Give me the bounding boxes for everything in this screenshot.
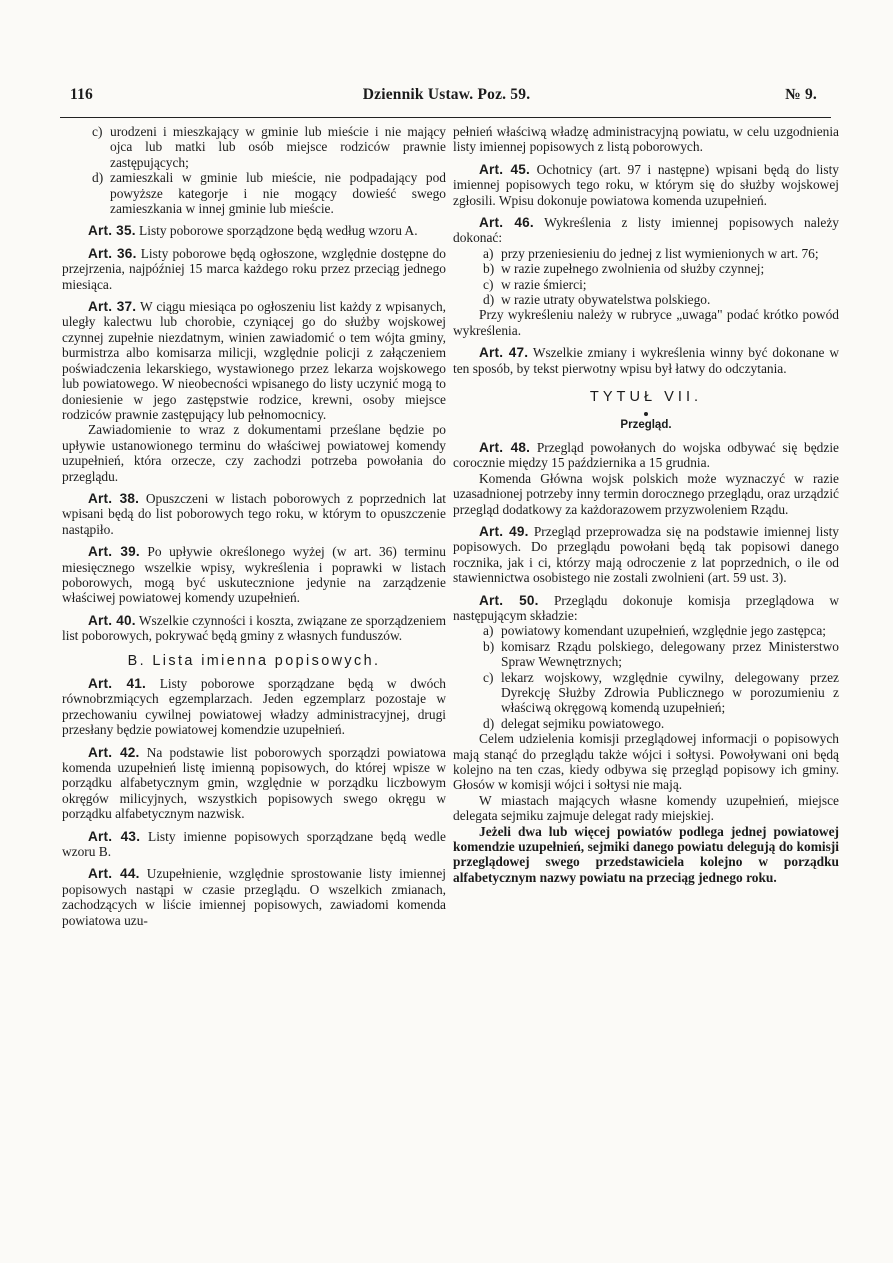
article-38: Art. 38. Opuszczeni w listach poborowych z poprzednich lat wpisani będą do list poborowych tego roku, w którym to opuszczenie nastąpiło. — [62, 490, 446, 537]
list-item: c) w razie śmierci; — [483, 276, 587, 292]
list-item: c) urodzeni i mieszkający w gminie lub mieście i nie mający ojca lub matki lub osób miejsce rodziców prawnie zastępujących; — [92, 124, 446, 170]
article-46-paragraph-2: Przy wykreśleniu należy w rubryce „uwaga" podać krótko powód wykreślenia. — [453, 307, 839, 338]
article-37-paragraph-2: Zawiadomienie to wraz z dokumentami prześlane będzie po upływie ustanowionego terminu do właściwej powiatowej komendy uzupełnień, która orzecze, czy zachodzi potrzeba powołania do przeglądu. — [62, 422, 446, 484]
article-44-continuation: pełnień właściwą władzę administracyjną powiatu, w celu uzgodnienia listy imiennej popisowych z listą poborowych. — [453, 124, 839, 155]
article-40: Art. 40. Wszelkie czynności i koszta, związane ze sporządzeniem list poborowych, pokrywać będą gminy z własnych funduszów. — [62, 612, 447, 644]
article-39: Art. 39. Po upływie określonego wyżej (w art. 36) terminu miesięcznego wszelkie wpisy, wykreślenia i poprawki w listach poborowych, mogą być uskutecznione jedynie na zarządzenie właściwej powiatowej komendy uzupełnień. — [62, 544, 446, 606]
right-column — [453, 124, 839, 892]
list-item: b) w razie zupełnego zwolnienia od służby czynnej; — [483, 261, 765, 277]
article-44: Art. 44. Uzupełnienie, względnie sprostowanie listy imiennej popisowych nastąpi w czasie przeglądu. O wszelkich zmianach, zachodzących w liście imiennej popisowych, zawiadomi komenda powiatowa uzu- — [62, 866, 446, 928]
issue-number: № 9. — [785, 86, 817, 103]
section-heading-b: B. Lista imienna popisowych. — [127, 652, 381, 669]
article-45: Art. 45. Ochotnicy (art. 97 i następne) wpisani będą do listy imiennej popisowych tego roku, w którym się do służby wojskowej zgłosili. Wpisu dokonuje powiatowa komenda uzupełnień. — [453, 161, 839, 208]
journal-title: Dziennik Ustaw. Poz. 59. — [362, 86, 531, 103]
title-vii: TYTUŁ VII. — [589, 389, 703, 406]
article-50-paragraph-2: Celem udzielenia komisji przeglądowej informacji o popisowych mają stanąć do przeglądu także wójci i sołtysi. Powoływani oni będą kolejno na ten czas, kiedy odbywa się przegląd popisowy ich gminy. Głosów w komisji wójci i sołtysi nie mają. — [453, 731, 839, 793]
article-50: Art. 50. Przeglądu dokonuje komisja przeglądowa w następującym składzie: — [453, 592, 840, 623]
article-50-paragraph-4: Jeżeli dwa lub więcej powiatów podlega jednej powiatowej komendzie uzupełnień, sejmiki danego powiatu delegują do komisji przeglądowej swego przedstawiciela kolejno w porządku alfabetycznym nazwy powiatu na przeciąg jednego roku. — [453, 823, 839, 885]
article-47: Art. 47. Wszelkie zmiany i wykreślenia winny być dokonane w ten sposób, by tekst pierwotny wpisu był łatwy do odczytania. — [453, 345, 840, 376]
list-item: d) zamieszkali w gminie lub mieście, nie podpadający pod powyższe kategorje i nie mogący dowieść swego zamieszkania w innej gminie lub mieście. — [92, 170, 446, 217]
page-number: 116 — [70, 86, 93, 103]
article-37: Art. 37. W ciągu miesiąca po ogłoszeniu list każdy z wpisanych, uległy kalectwu lub chorobie, czyniącej go do służby wojskowej czynnej zupełnie niezdatnym, winien zawiadomić o tem wójta gminy, burmistrza albo komisarza milicji, względnie policji z załączeniem poświadczenia lekarskiego, wystawionego przez lekarza wojskowego lub powiatowego. W nieobecności wpisanego do listy uczynić mogą to doniesienie w jego zastępstwie rodzice, krewni, osoby miejsce rodziców prawnie zastępujący lub pełnomocnicy. — [62, 299, 447, 422]
list-item: b) komisarz Rządu polskiego, delegowany przez Ministerstwo Spraw Wewnętrznych; — [483, 638, 839, 670]
left-column — [62, 124, 446, 935]
header-rule — [60, 117, 831, 118]
article-46: Art. 46. Wykreślenia z listy imiennej popisowych należy dokonać: — [453, 215, 840, 246]
bullet-dot — [644, 412, 648, 416]
article-43: Art. 43. Listy imienne popisowych sporządzane będą wedle wzoru B. — [62, 828, 446, 860]
list-item: a) przy przeniesieniu do jednej z list wymienionych w art. 76; — [483, 245, 819, 261]
article-35: Art. 35. Listy poborowe sporządzone będą według wzoru A. — [88, 223, 418, 239]
article-48: Art. 48. Przegląd powołanych do wojska odbywać się będzie corocznie między 15 października a 15 grudnia. — [453, 439, 839, 471]
list-item: d) w razie utraty obywatelstwa polskiego. — [483, 292, 711, 308]
article-42: Art. 42. Na podstawie list poborowych sporządzi powiatowa komenda uzupełnień listę imienną popisowych, do której wpisze w porządku alfabetycznym gmin, względnie w porządku liczbowym okręgów milicyjnych, wszystkich popisowych swego okręgu w porządku alfabetycznym nazwisk. — [62, 744, 446, 822]
list-item: a) powiatowy komendant uzupełnień, względnie jego zastępca; — [483, 623, 826, 639]
article-41: Art. 41. Listy poborowe sporządzane będą w dwóch równobrzmiących egzemplarzach. Jeden egzemplarz pozostaje w przechowaniu cywilnej powiatowej władzy administracyjnej, drugi przesłany będzie powiatowej komendzie uzupełnień. — [62, 676, 446, 738]
article-50-paragraph-3: W miastach mających własne komendy uzupełnień, miejsce delegata sejmiku zajmuje delegat rady miejskiej. — [453, 792, 839, 824]
list-item: c) lekarz wojskowy, względnie cywilny, delegowany przez Dyrekcję Służby Zdrowia Publicznego w porozumieniu z właściwą okręgową komendą uzupełnień; — [483, 669, 839, 716]
subtitle-przeglad: Przegląd. — [620, 418, 672, 431]
article-48-paragraph-2: Komenda Główna wojsk polskich może wyznaczyć w razie uzasadnionej potrzeby inny termin dorocznego przeglądu, oraz urządzić przegląd dodatkowy za każdorazowem przyzwoleniem Rządu. — [453, 470, 839, 517]
article-49: Art. 49. Przegląd przeprowadza się na podstawie imiennej listy popisowych. Do przeglądu powołani będą tak popisowi danego rocznika, jak i ci, którzy mają odroczenie z lat poprzednich, o ile od stawiennictwa osobistego nie zostali zwolnieni (art. 59 ust. 3). — [453, 523, 839, 586]
list-item: d) delegat sejmiku powiatowego. — [483, 715, 665, 731]
article-36: Art. 36. Listy poborowe będą ogłoszone, względnie dostępne do przejrzenia, najpóźniej 15 marca każdego roku przez przeciąg jednego miesiąca. — [62, 245, 446, 292]
